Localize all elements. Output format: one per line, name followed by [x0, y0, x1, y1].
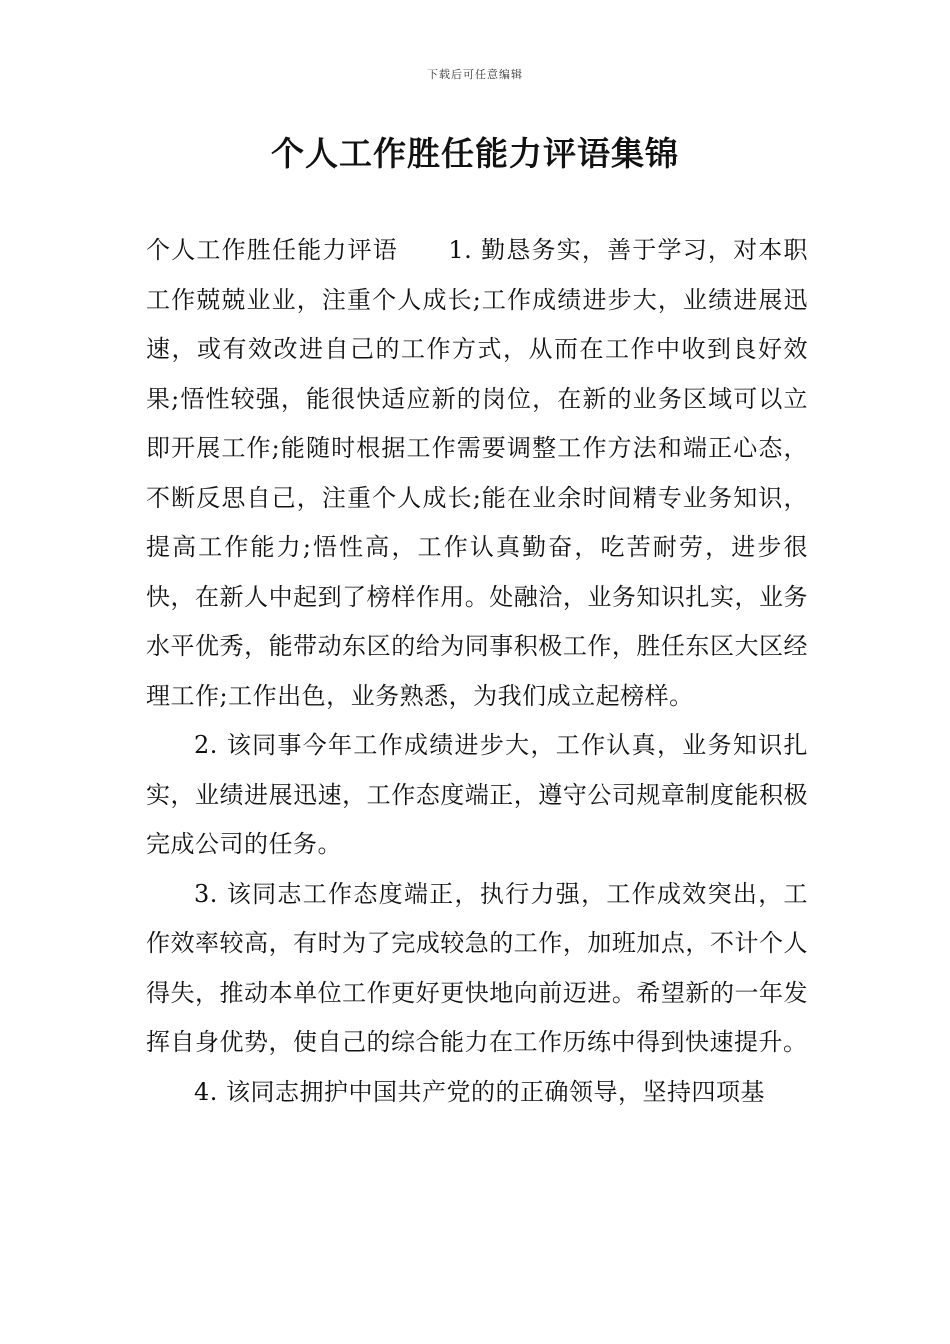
header-note: 下载后可任意编辑 [427, 68, 523, 81]
paragraph-3: 3. 该同志工作态度端正，执行力强，工作成效突出，工作效率较高，有时为了完成较急的工作，加班加点，不计个人得失，推动本单位工作更好更快地向前迈进。希望新的一年发挥自身优势，使自己的综合能力在工作历练中得到快速提升。 [146, 879, 808, 1056]
paragraph-4: 4. 该同志拥护中国共产党的的正确领导，坚持四项基 [194, 1077, 766, 1106]
document-title: 个人工作胜任能力评语集锦 [271, 134, 679, 173]
paragraph-2: 2. 该同事今年工作成绩进步大，工作认真，业务知识扎实，业绩进展迅速，工作态度端正，遵守公司规章制度能积极完成公司的任务。 [146, 731, 808, 858]
paragraph-1: 个人工作胜任能力评语 1. 勤恳务实，善于学习，对本职工作兢兢业业，注重个人成长;工作成绩进步大，业绩进展迅速，或有效改进自己的工作方式，从而在工作中收到良好效果;悟性较强，能很快适应新的岗位，在新的业务区域可以立即开展工作;能随时根据工作需要调整工作方法和端正心态，不断反思自己，注重个人成长;能在业余时间精专业务知识，提高工作能力;悟性高，工作认真勤奋，吃苦耐劳，进步很快，在新人中起到了榜样作用。处融洽，业务知识扎实，业务水平优秀，能带动东区的给为同事积极工作，胜任东区大区经理工作;工作出色，业务熟悉，为我们成立起榜样。 [146, 236, 808, 710]
document-body [146, 226, 808, 1117]
